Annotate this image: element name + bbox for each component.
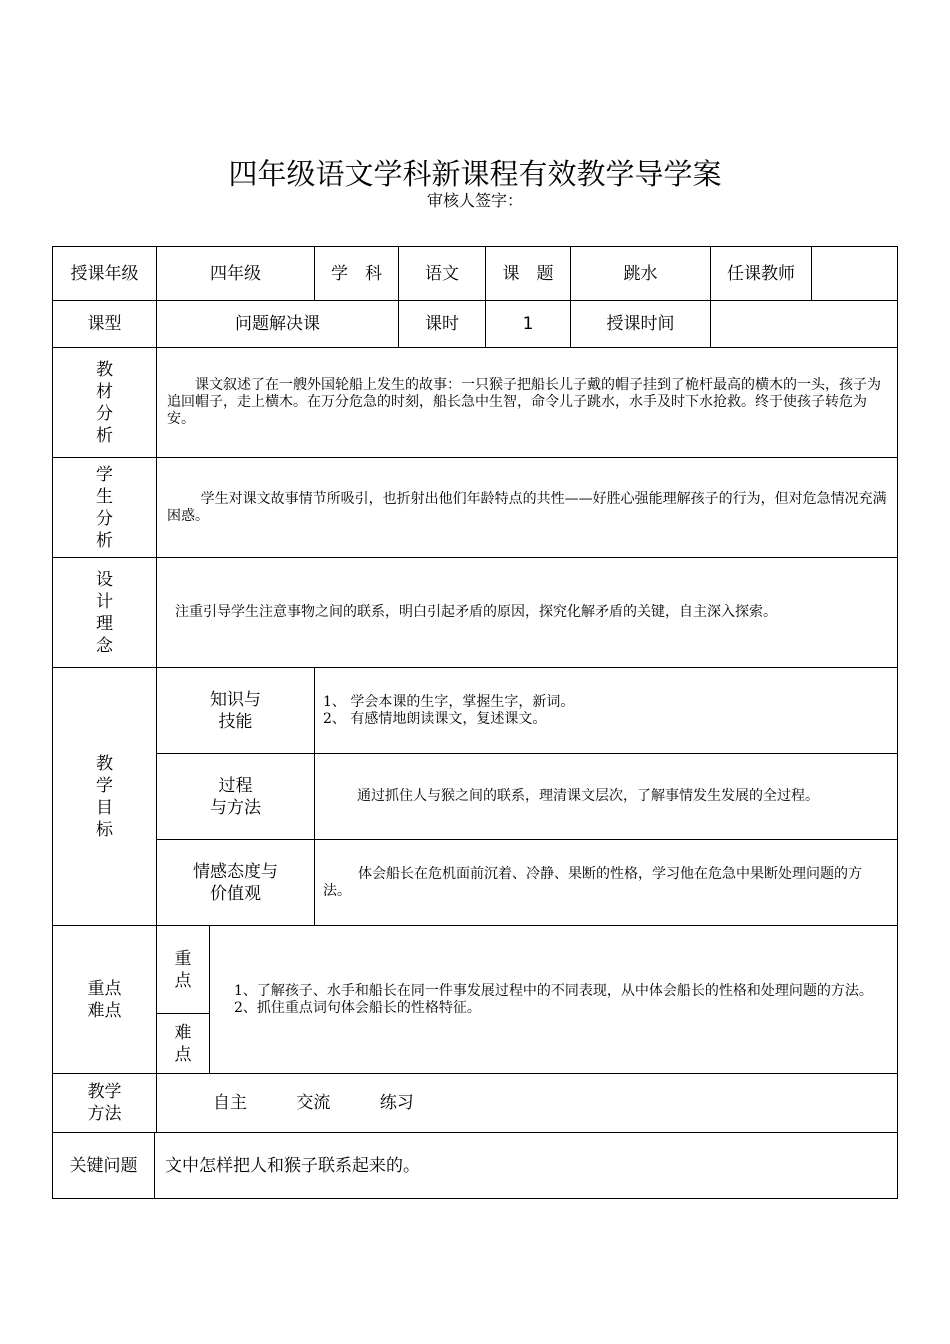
design-concept-content [156,557,898,668]
reviewer-signature-label: 审核人签字： [426,191,523,210]
label-char: 分 [96,403,113,424]
grade-value: 四年级 [156,246,315,301]
label-char: 目 [96,797,113,818]
label-char: 教 [96,753,113,774]
label-line: 技能 [218,711,253,732]
methods-content [156,1073,898,1133]
label-line: 方法 [87,1104,122,1124]
label-line: 难点 [87,1000,122,1021]
label-char: 材 [96,381,113,402]
method-item: 自主 [213,1093,247,1113]
label-char: 教 [96,359,113,380]
process-methods-content [314,753,898,840]
keypoints-label [52,925,157,1074]
label-line: 价值观 [210,883,261,904]
subject-label: 学 科 [314,246,399,301]
goal-item: 1、 学会本课的生字，掌握生字，新词。 [323,693,575,710]
method-item: 练习 [379,1093,414,1113]
method-item: 交流 [296,1093,331,1113]
design-concept-label [52,557,157,668]
goal-item: 2、 有感情地朗读课文，复述课文。 [323,710,547,727]
time-value [710,300,898,348]
material-analysis-label [52,347,157,458]
student-analysis-text: 学生对课文故事情节所吸引，也折射出他们年龄特点的共性——好胜心强能理解孩子的行为，但对危急情况充满困惑。 [167,490,887,524]
knowledge-skills-content [314,667,898,754]
label-line: 与方法 [210,797,261,818]
label-char: 标 [96,819,113,840]
methods-label [52,1073,157,1133]
teaching-goals-label [52,667,157,926]
label-char: 设 [96,569,113,590]
label-char: 念 [96,635,113,656]
type-value: 问题解决课 [156,300,399,348]
focus-label [156,925,210,1014]
design-concept-text: 注重引导学生注意事物之间的联系，明白引起矛盾的原因，探究化解矛盾的关键，自主深入探索。 [175,604,777,620]
hours-label: 课时 [398,300,486,348]
teacher-value [811,246,898,301]
label-char: 生 [96,486,113,507]
topic-value: 跳水 [570,246,711,301]
label-char: 析 [96,530,113,551]
grade-label: 授课年级 [52,246,157,301]
knowledge-skills-label [156,667,315,754]
time-label: 授课时间 [570,300,711,348]
label-line: 教学 [87,1082,122,1102]
label-line: 情感态度与 [193,861,278,882]
subject-value: 语文 [398,246,486,301]
material-analysis-content [156,347,898,458]
keypoints-content [209,925,898,1074]
label-char: 学 [96,775,113,796]
emotion-values-text: 体会船长在危机面前沉着、冷静、果断的性格，学习他在危急中果断处理问题的方法。 [323,865,862,899]
type-label: 课型 [52,300,157,348]
emotion-values-label [156,839,315,926]
label-char: 点 [174,970,192,991]
label-char: 理 [96,613,113,634]
label-char: 计 [96,591,113,612]
label-char: 分 [96,508,113,529]
material-analysis-text: 课文叙述了在一艘外国轮船上发生的故事：一只猴子把船长儿子戴的帽子挂到了桅杆最高的横木的一头，孩子为追回帽子，走上横木。在万分危急的时刻，船长急中生智，命令儿子跳水，水手及时下水抢救。终于使孩子转危为安。 [167,377,881,427]
keypoint-item: 1、了解孩子、水手和船长在同一件事发展过程中的不同表现，从中体会船长的性格和处理问题的方法。 [234,982,873,999]
student-analysis-content [156,457,898,558]
lesson-plan-table [52,246,898,1199]
student-analysis-label [52,457,157,558]
label-char: 重 [174,948,192,969]
label-char: 点 [174,1044,192,1065]
page-title: 四年级语文学科新课程有效教学导学案 [228,157,722,191]
hours-value: 1 [485,300,571,348]
key-question-text: 文中怎样把人和猴子联系起来的。 [165,1155,420,1176]
process-methods-text: 通过抓住人与猴之间的联系，理清课文层次，了解事情发生发展的全过程。 [357,788,819,804]
label-char: 学 [96,464,113,485]
teacher-label: 任课教师 [710,246,812,301]
difficulty-label [156,1013,210,1074]
label-char: 难 [174,1022,192,1043]
label-char: 析 [96,425,113,446]
key-question-label: 关键问题 [52,1132,155,1199]
label-line: 知识与 [210,689,261,710]
key-question-content [154,1132,898,1199]
process-methods-label [156,753,315,840]
label-line: 过程 [218,775,253,796]
topic-label: 课 题 [485,246,571,301]
emotion-values-content [314,839,898,926]
label-line: 重点 [87,978,122,999]
keypoint-item: 2、抓住重点词句体会船长的性格特征。 [234,999,481,1016]
